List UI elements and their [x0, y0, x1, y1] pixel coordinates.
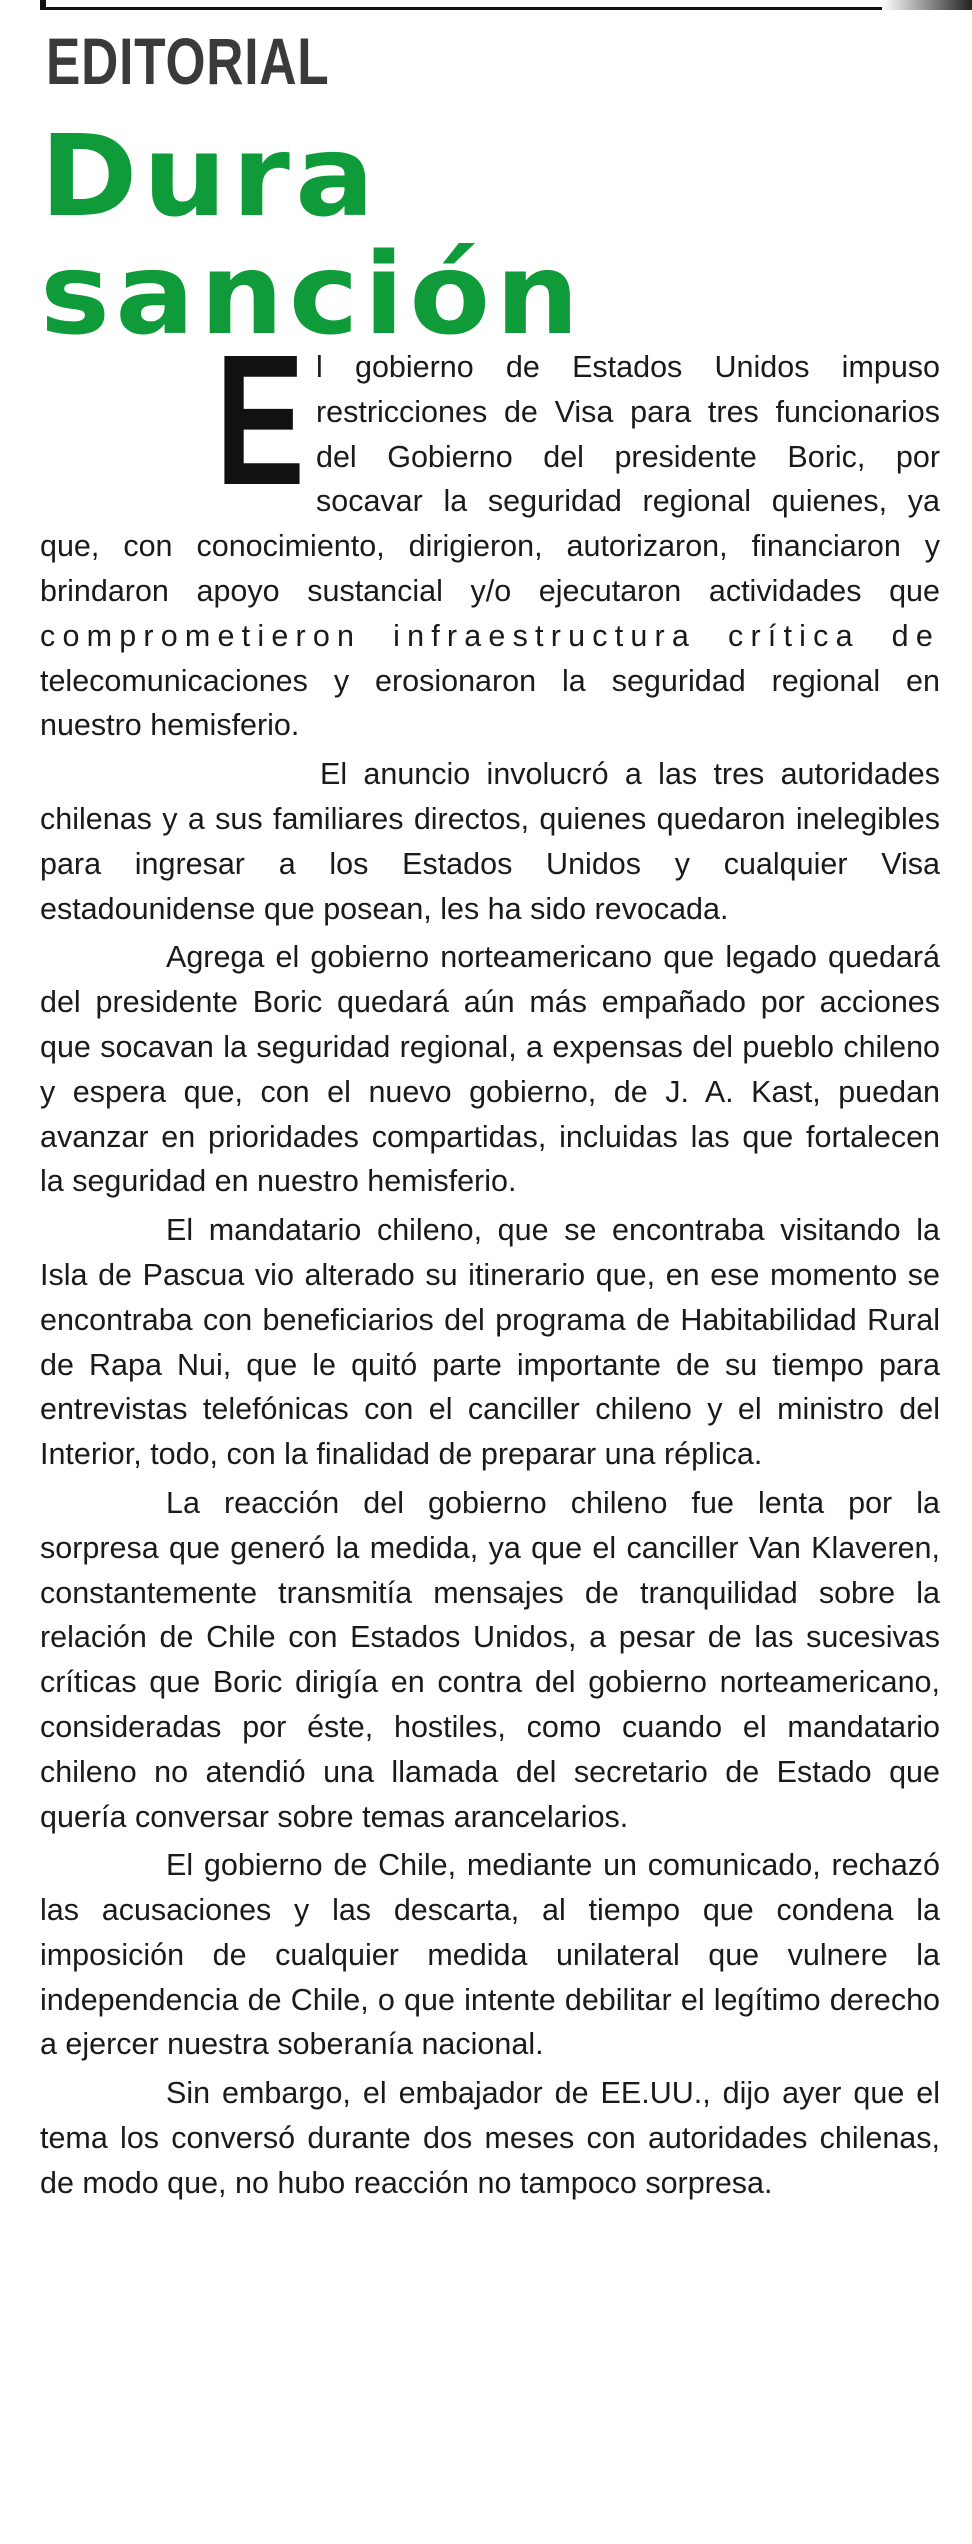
paragraph-7: Sin embargo, el embajador de EE.UU., dijo ayer que el tema los conversó durante dos meses con autoridades chilenas, de modo que, no hubo reacción no tampoco sorpresa. [40, 2076, 940, 2200]
lead-paragraph-block [40, 317, 940, 748]
headline-line-1: Dura [40, 112, 380, 242]
paragraph-5: La reacción del gobierno chileno fue lenta por la sorpresa que generó la medida, ya que el canciller Van Klaveren, constantemente transmitía mensajes de tranquilidad sobre la relación de Chile con Estados Unidos, a pesar de las sucesivas críticas que Boric dirigía en contra del gobierno norteamericano, consideradas por éste, hostiles, como cuando el mandatario chileno no atendió una llamada del secretario de Estado que quería conversar sobre temas arancelarios. [40, 1485, 940, 1834]
paragraph-3: Agrega el gobierno norteamericano que legado quedará del presidente Boric quedará aún más empañado por acciones que socavan la seguridad regional, a expensas del pueblo chileno y espera que, con el nuevo gobierno, de J. A. Kast, puedan avanzar en prioridades compartidas, incluidas las que fortalecen la seguridad en nuestro hemisferio. [40, 940, 940, 1199]
paragraph-4: El mandatario chileno, que se encontraba visitando la Isla de Pascua vio alterado su itinerario que, en ese momento se encontraba con beneficiarios del programa de Habitabilidad Rural de Rapa Nui, que le quitó parte importante de su tiempo para entrevistas telefónicas con el canciller chileno y el ministro del Interior, todo, con la finalidad de preparar una réplica. [40, 1213, 940, 1472]
paragraph-2: El anuncio involucró a las tres autoridades chilenas y a sus familiares directos, quienes quedaron inelegibles para ingresar a los Estados Unidos y cualquier Visa estadounidense que posean, les ha sido revocada. [40, 757, 940, 926]
paragraph-1 [40, 317, 940, 748]
paragraph-1-lead: l gobierno de Estados Unidos impuso restricciones de Visa para tres funcionarios del Gobierno del presidente Boric, por socavar la seguridad regional quienes, ya que, con conocimiento, dirigieron, autorizaron, financiaron y brindaron apoyo sustancial y/o ejecutaron actividades que [40, 350, 940, 608]
headline [40, 112, 940, 360]
paragraph-6: El gobierno de Chile, mediante un comunicado, rechazó las acusaciones y las descarta, al tiempo que condena la imposición de cualquier medida unilateral que vulnere la independencia de Chile, o que intente debilitar el legítimo derecho a ejercer nuestra soberanía nacional. [40, 1848, 940, 2062]
drop-cap: E [215, 317, 305, 524]
headline-line-2: sanción [40, 230, 585, 360]
top-border-rule [40, 0, 972, 10]
article-body [40, 317, 940, 2210]
paragraph-1-tail: telecomunicaciones y erosionaron la seguridad regional en nuestro hemisferio. [40, 663, 940, 743]
section-label: EDITORIAL [46, 24, 330, 98]
paragraph-1-spaced-line: comprometieron infraestructura crítica de [40, 618, 940, 653]
